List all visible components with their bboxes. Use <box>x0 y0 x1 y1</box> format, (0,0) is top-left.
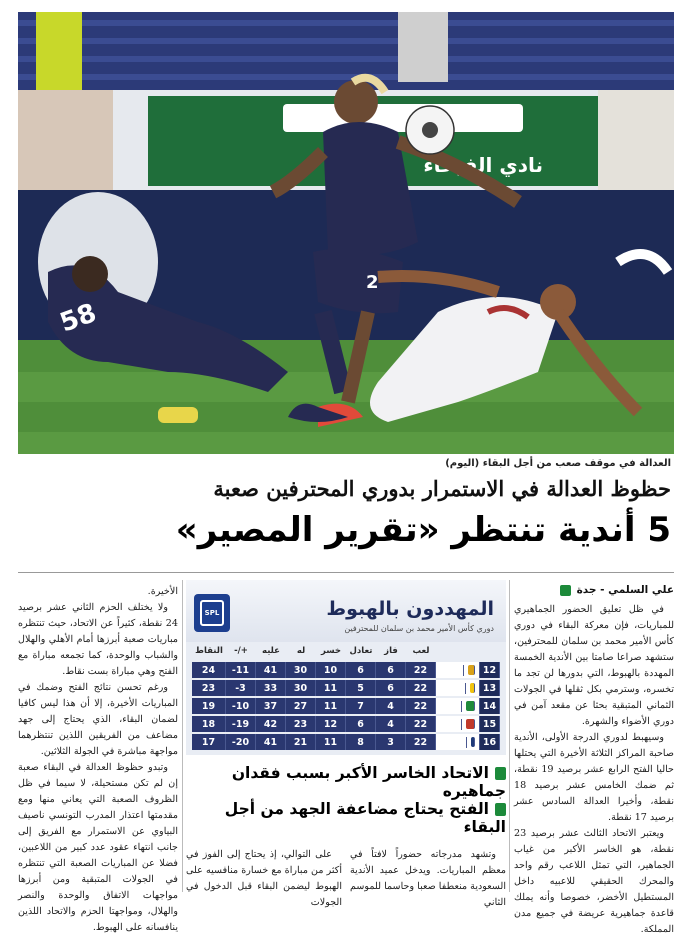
cell-gf: 30 <box>286 662 316 678</box>
cell-ga: 41 <box>256 734 286 750</box>
byline-marker-icon <box>560 585 571 596</box>
cell-pts: 24 <box>192 662 226 678</box>
paragraph: ويعتبر الاتحاد الثالث عشر برصيد 23 نقطة، هو الخاسر الأكبر من غياب الجماهير، التي تمثل اللاعب رقم واحد والمحرك الحقيقي للاعبيه داخل المستطيل الأخضر، خصوصا وأنه يملك قاعدة جماهيرية عريضة في جميع مدن المملكة. <box>514 828 674 935</box>
cell-won: 3 <box>376 734 406 750</box>
team-badge-icon <box>466 719 475 729</box>
column-header: تعادل <box>349 646 373 656</box>
article-column-middle-a <box>350 847 506 911</box>
table-body <box>192 662 500 752</box>
column-header: له <box>296 646 306 656</box>
team-badge-icon <box>470 683 475 693</box>
subhead-fateh <box>186 800 506 836</box>
cell-rank: 14 <box>480 698 500 714</box>
column-header: النقاط <box>195 646 223 656</box>
cell-rank: 13 <box>480 680 500 696</box>
cell-team <box>436 680 480 696</box>
paragraph: ورغم تحسن نتائج الفتح وضمك في المباريات الأخيرة، إلا أن هذا ليس كافيا لضمان البقاء، الذي يحتاج إلى جهد مضاعف من الفريقين اللذين تنتظرهما مواجهة مباشرة في الجولة الثلاثين. <box>18 682 178 757</box>
column-header <box>480 646 500 660</box>
article-headline: 5 أندية تنتظر «تقرير المصير» <box>175 510 671 550</box>
column-header: لعب <box>412 646 430 656</box>
cell-gf: 21 <box>286 734 316 750</box>
headline-divider <box>18 572 674 573</box>
paragraph: على التوالي، إذ يحتاج إلى الفوز في أكثر من مباراة مع خسارة منافسيه على الهبوط ليضمن البقاء قبل الدخول في الجولات <box>186 849 342 908</box>
league-logo-icon <box>194 594 230 632</box>
cell-lost: 11 <box>316 680 346 696</box>
cell-ga: 41 <box>256 662 286 678</box>
cell-team <box>436 698 480 714</box>
byline-text: علي السلمي - جدة <box>576 584 674 596</box>
team-name: العدالة <box>436 736 467 748</box>
cell-played: 22 <box>406 662 436 678</box>
cell-gf: 23 <box>286 716 316 732</box>
cell-pts: 19 <box>192 698 226 714</box>
table-column-headers <box>192 646 500 660</box>
column-header: خسر <box>320 646 342 656</box>
paragraph: وتشهد مدرجاته حضوراً لافتاً في معظم المباريات. ويدخل عميد الأندية السعودية منعطفا صعبا وحاسما للموسم الثاني <box>350 849 506 908</box>
cell-pts: 23 <box>192 680 226 696</box>
paragraph: ولا يختلف الحزم الثاني عشر برصيد 24 نقطة، كثيراً عن الاتحاد، حيث تنتظره مباريات صعبة أبرزها أمام الأهلي والهلال والشباب والوحدة، كما تجمعه مباراة مع الفتح وهي مباراة بست نقاط. <box>18 602 178 677</box>
table-row <box>192 680 500 696</box>
team-name: الفتح <box>436 700 461 712</box>
cell-gd: -10 <box>226 698 256 714</box>
cell-drawn: 6 <box>346 662 376 678</box>
cell-played: 22 <box>406 716 436 732</box>
column-divider <box>182 580 183 892</box>
cell-team <box>436 734 480 750</box>
cell-played: 22 <box>406 734 436 750</box>
cell-drawn: 6 <box>346 716 376 732</box>
cell-played: 22 <box>406 698 436 714</box>
match-photo-illustration <box>18 12 674 454</box>
cell-lost: 12 <box>316 716 346 732</box>
cell-rank: 12 <box>480 662 500 678</box>
table-row <box>192 734 500 750</box>
paragraph: وسيهبط لدوري الدرجة الأولى، الأندية صاحبة المراكز الثلاثة الأخيرة التي يحتلها حاليا الفتح الرابع عشر برصيد 19 نقطة، ثم ضمك الخامس عشر برصيد 18 نقطة، وأخيرا العدالة السادس عشر برصيد 17 نقطة. <box>514 732 674 823</box>
column-header: عليه <box>262 646 280 656</box>
cell-rank: 16 <box>480 734 500 750</box>
cell-gd: -19 <box>226 716 256 732</box>
cell-lost: 10 <box>316 662 346 678</box>
column-divider <box>509 580 510 892</box>
paragraph: وتبدو حظوظ العدالة في البقاء صعبة إن لم تكن مستحيلة، لا سيما في ظل الظروف الصعبة التي يعاني منها ومع مقدمتها اعتذار المدرب التونسي ناصيف البياوي عن الاستمرار مع الفريق إلى جانب انتهاء عقود عدد كبير من اللاعبين، فضلا عن المباريات الصعبة التي تنتظره في الجولات المتبقية ومن أبرزها مواجهات الاتفاق والوحدة والنصر والهلال، ومواجهتا الحزم والاتحاد اللذين ينافسانه على الهبوط. <box>18 762 178 933</box>
relegation-table <box>186 580 506 755</box>
cell-gf: 30 <box>286 680 316 696</box>
article-kicker: حظوظ العدالة في الاستمرار بدوري المحترفين صعبة <box>213 476 671 501</box>
cell-team <box>436 662 480 678</box>
cell-ga: 37 <box>256 698 286 714</box>
paragraph: الأخيرة. <box>147 586 178 597</box>
cell-won: 4 <box>376 698 406 714</box>
team-name: الاتحاد <box>436 682 466 694</box>
shirt-number-back: 58 <box>56 298 101 339</box>
cell-drawn: 7 <box>346 698 376 714</box>
banner-text: نادي الفيحاء <box>423 153 543 177</box>
table-row <box>192 716 500 732</box>
column-header: فاز <box>384 646 398 656</box>
table-row <box>192 662 500 678</box>
cell-lost: 11 <box>316 734 346 750</box>
cell-won: 6 <box>376 680 406 696</box>
team-badge-icon <box>471 737 475 747</box>
team-name: الحزم <box>436 664 463 676</box>
article-column-middle-b <box>186 847 342 911</box>
league-logo-text: SPL <box>200 600 224 626</box>
team-name: ضمك <box>436 718 461 730</box>
table-subtitle: دوري كأس الأمير محمد بن سلمان للمحترفين <box>344 624 494 633</box>
cell-pts: 17 <box>192 734 226 750</box>
cell-pts: 18 <box>192 716 226 732</box>
cell-lost: 11 <box>316 698 346 714</box>
cell-won: 4 <box>376 716 406 732</box>
cell-ga: 42 <box>256 716 286 732</box>
photo-caption: العدالة في موقف صعب من أجل البقاء (اليوم) <box>445 458 671 469</box>
subhead-ittihad <box>186 764 506 800</box>
article-column-right <box>514 602 674 938</box>
cell-played: 22 <box>406 680 436 696</box>
subhead-marker-icon <box>495 803 506 816</box>
cell-gf: 27 <box>286 698 316 714</box>
team-badge-icon <box>468 665 475 675</box>
table-title: المهددون بالهبوط <box>326 598 494 620</box>
subhead-text: الفتح يحتاج مضاعفة الجهد من أجل البقاء <box>224 800 506 836</box>
cell-gd: -11 <box>226 662 256 678</box>
article-column-left <box>18 584 178 936</box>
table-row <box>192 698 500 714</box>
cell-drawn: 5 <box>346 680 376 696</box>
subhead-marker-icon <box>495 767 506 780</box>
cell-rank: 15 <box>480 716 500 732</box>
shirt-number: 2 <box>366 272 379 293</box>
cell-ga: 33 <box>256 680 286 696</box>
cell-won: 6 <box>376 662 406 678</box>
match-photo <box>18 12 674 454</box>
subhead-text: الاتحاد الخاسر الأكبر بسبب فقدان جماهيره <box>231 764 506 800</box>
team-badge-icon <box>466 701 475 711</box>
cell-drawn: 8 <box>346 734 376 750</box>
cell-gd: -20 <box>226 734 256 750</box>
column-header: -/+ <box>234 646 248 656</box>
cell-team <box>436 716 480 732</box>
paragraph: في ظل تعليق الحضور الجماهيري للمباريات، فإن معركة البقاء في دوري كأس الأمير محمد بن سلمان للمحترفين، ستشهد صراعا صامتا بين الأندية الخمسة المهددة بالهبوط، التي بدورها لن تجد ما تخسره، وسترمي بكل ثقلها في الجولات الثماني المتبقية بحثا عن مقعد آمن في دوري الأضواء والشهرة. <box>514 604 674 727</box>
cell-gd: -3 <box>226 680 256 696</box>
byline <box>514 584 674 596</box>
column-header <box>436 646 480 660</box>
